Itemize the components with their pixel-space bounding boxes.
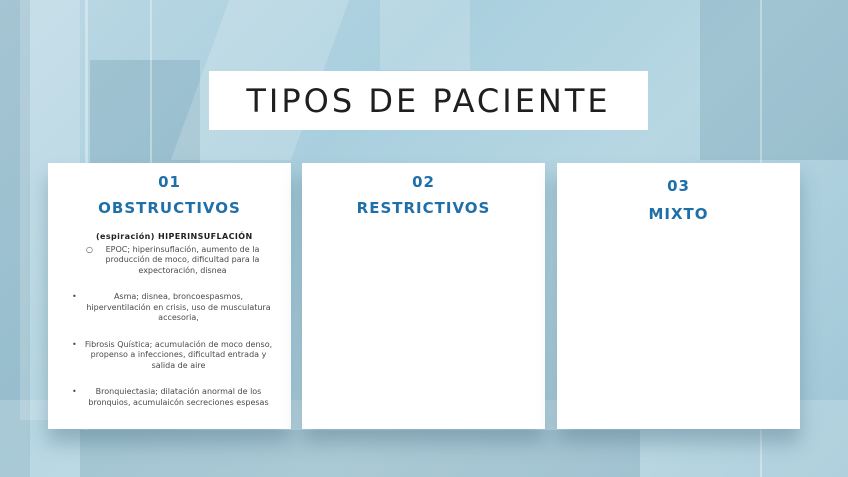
- bullet-icon: •: [72, 339, 77, 349]
- card-number: 03: [667, 177, 690, 195]
- list-item-text: Asma; disnea, broncoespasmos, hiperventilación en crisis, uso de musculatura accesoria,: [86, 292, 271, 322]
- card-heading: RESTRICTIVOS: [356, 199, 491, 217]
- list-item-text: Bronquiectasia; dilatación anormal de los bronquios, acumulaicón secreciones espesas: [88, 387, 269, 407]
- list-item: [68, 340, 273, 372]
- bullet-icon: •: [72, 387, 77, 396]
- card-subheading: (espiración) HIPERINSUFLACIÓN: [96, 232, 253, 241]
- page-title: TIPOS DE PACIENTE: [246, 81, 611, 120]
- card-content: [68, 232, 273, 417]
- list-item: [68, 387, 273, 408]
- bullet-icon: •: [72, 292, 77, 301]
- card-mixto: [557, 163, 800, 429]
- card-number: 02: [412, 173, 435, 191]
- list-item-text: EPOC; hiperinsuflación, aumento de la producción de moco, dificultad para la expectoración, disnea: [105, 244, 260, 275]
- circle-bullet-icon: ○: [86, 244, 93, 254]
- card-restrictivos: [302, 163, 545, 429]
- list-item: [68, 292, 273, 324]
- card-heading: MIXTO: [648, 205, 709, 223]
- card-heading: OBSTRUCTIVOS: [98, 199, 241, 217]
- list-item: [68, 245, 273, 277]
- card-number: 01: [158, 173, 181, 191]
- list-item-text: Fibrosis Quística; acumulación de moco denso, propenso a infecciones, dificultad entrada y salida de aire: [84, 339, 273, 370]
- title-box: [209, 71, 648, 130]
